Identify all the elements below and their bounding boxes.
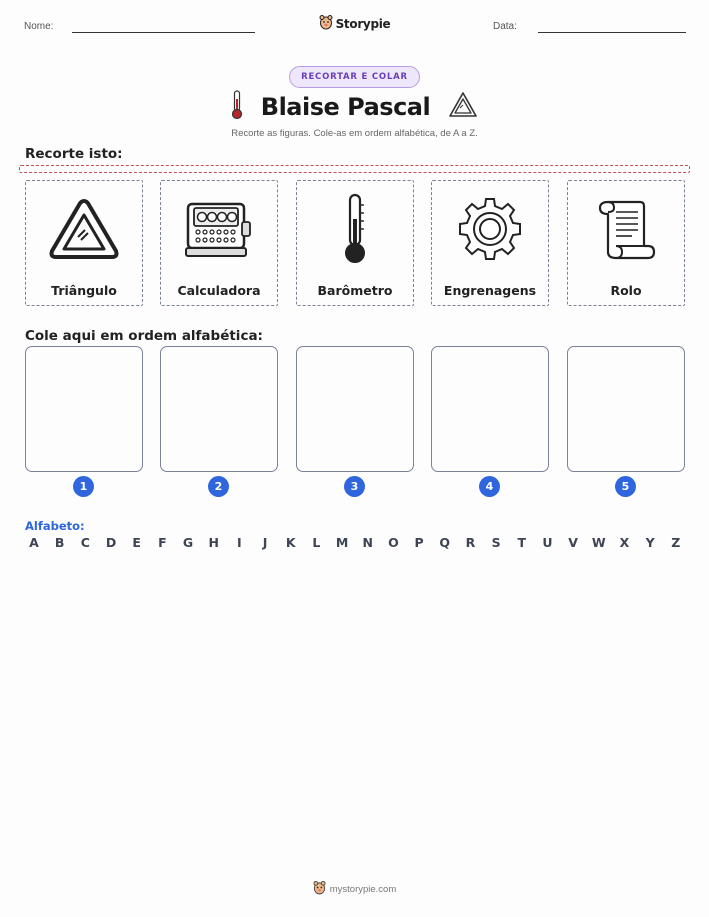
- alphabet-letter: X: [619, 534, 630, 550]
- thermometer-icon: [340, 193, 370, 265]
- alphabet-letter: P: [414, 534, 424, 550]
- cut-card-scroll[interactable]: [567, 180, 685, 306]
- footer: [0, 880, 709, 899]
- alphabet-letter: Y: [645, 534, 655, 550]
- alphabet-letter: N: [362, 534, 373, 550]
- alphabet-letter: A: [29, 534, 39, 550]
- paste-slot-2[interactable]: [160, 346, 278, 472]
- gear-icon: [457, 196, 523, 262]
- alphabet-letter: U: [542, 534, 553, 550]
- storypie-mascot-icon: [313, 880, 326, 899]
- alphabet-letter: G: [182, 534, 194, 550]
- footer-url[interactable]: mystorypie.com: [329, 884, 397, 895]
- slot-number: 4: [479, 476, 500, 497]
- paste-section-label: Cole aqui em ordem alfabética:: [25, 328, 263, 344]
- paste-slot-3[interactable]: [296, 346, 414, 472]
- paste-slot-5[interactable]: [567, 346, 685, 472]
- activity-badge: RECORTAR E COLAR: [289, 66, 420, 88]
- alphabet-letter: T: [517, 534, 527, 550]
- thermometer-icon: [231, 90, 243, 124]
- paste-slot-1[interactable]: [25, 346, 143, 472]
- card-label: Engrenagens: [443, 283, 537, 298]
- cut-card-calculator[interactable]: [160, 180, 278, 306]
- alphabet-letter: F: [158, 534, 167, 550]
- alphabet-letter: R: [465, 534, 476, 550]
- alphabet-letter: C: [80, 534, 90, 550]
- slot-number: 5: [615, 476, 636, 497]
- page-title: Blaise Pascal: [260, 93, 431, 121]
- alphabet-label: Alfabeto:: [25, 519, 85, 533]
- alphabet-letter: S: [491, 534, 501, 550]
- alphabet-letter: Q: [439, 534, 451, 550]
- alphabet-letter: V: [568, 534, 578, 550]
- calculator-icon: [184, 196, 254, 262]
- date-line[interactable]: [538, 32, 686, 33]
- cut-card-triangle[interactable]: [25, 180, 143, 306]
- title-row: [0, 90, 709, 124]
- cut-line: [19, 165, 690, 173]
- instructions: Recorte as figuras. Cole-as em ordem alfabética, de A a Z.: [231, 128, 478, 139]
- alphabet-letter: L: [312, 534, 321, 550]
- name-label: Nome:: [24, 21, 54, 32]
- alphabet-letter: I: [237, 534, 242, 550]
- alphabet-letter: Z: [671, 534, 681, 550]
- slot-number: 2: [208, 476, 229, 497]
- card-label: Triângulo: [51, 283, 117, 298]
- alphabet-row: [27, 534, 683, 550]
- alphabet-letter: D: [105, 534, 117, 550]
- triangle-icon: [48, 197, 120, 261]
- card-label: Rolo: [610, 283, 642, 298]
- brand-name: Storypie: [335, 17, 391, 31]
- date-label: Data:: [493, 21, 517, 32]
- alphabet-letter: B: [54, 534, 65, 550]
- alphabet-letter: J: [262, 534, 268, 550]
- storypie-mascot-icon: [319, 14, 333, 34]
- cut-section-label: Recorte isto:: [25, 146, 123, 162]
- alphabet-letter: E: [132, 534, 141, 550]
- card-label: Barômetro: [317, 283, 393, 298]
- slot-number: 1: [73, 476, 94, 497]
- alphabet-letter: H: [208, 534, 219, 550]
- brand-logo: [0, 14, 709, 34]
- triangle-icon: [448, 91, 478, 123]
- slot-number: 3: [344, 476, 365, 497]
- cut-card-barometer[interactable]: [296, 180, 414, 306]
- scroll-icon: [596, 196, 656, 262]
- paste-slot-4[interactable]: [431, 346, 549, 472]
- alphabet-letter: W: [591, 534, 606, 550]
- alphabet-letter: M: [335, 534, 349, 550]
- alphabet-letter: K: [285, 534, 296, 550]
- card-label: Calculadora: [177, 283, 261, 298]
- alphabet-letter: O: [388, 534, 399, 550]
- cut-card-gears[interactable]: [431, 180, 549, 306]
